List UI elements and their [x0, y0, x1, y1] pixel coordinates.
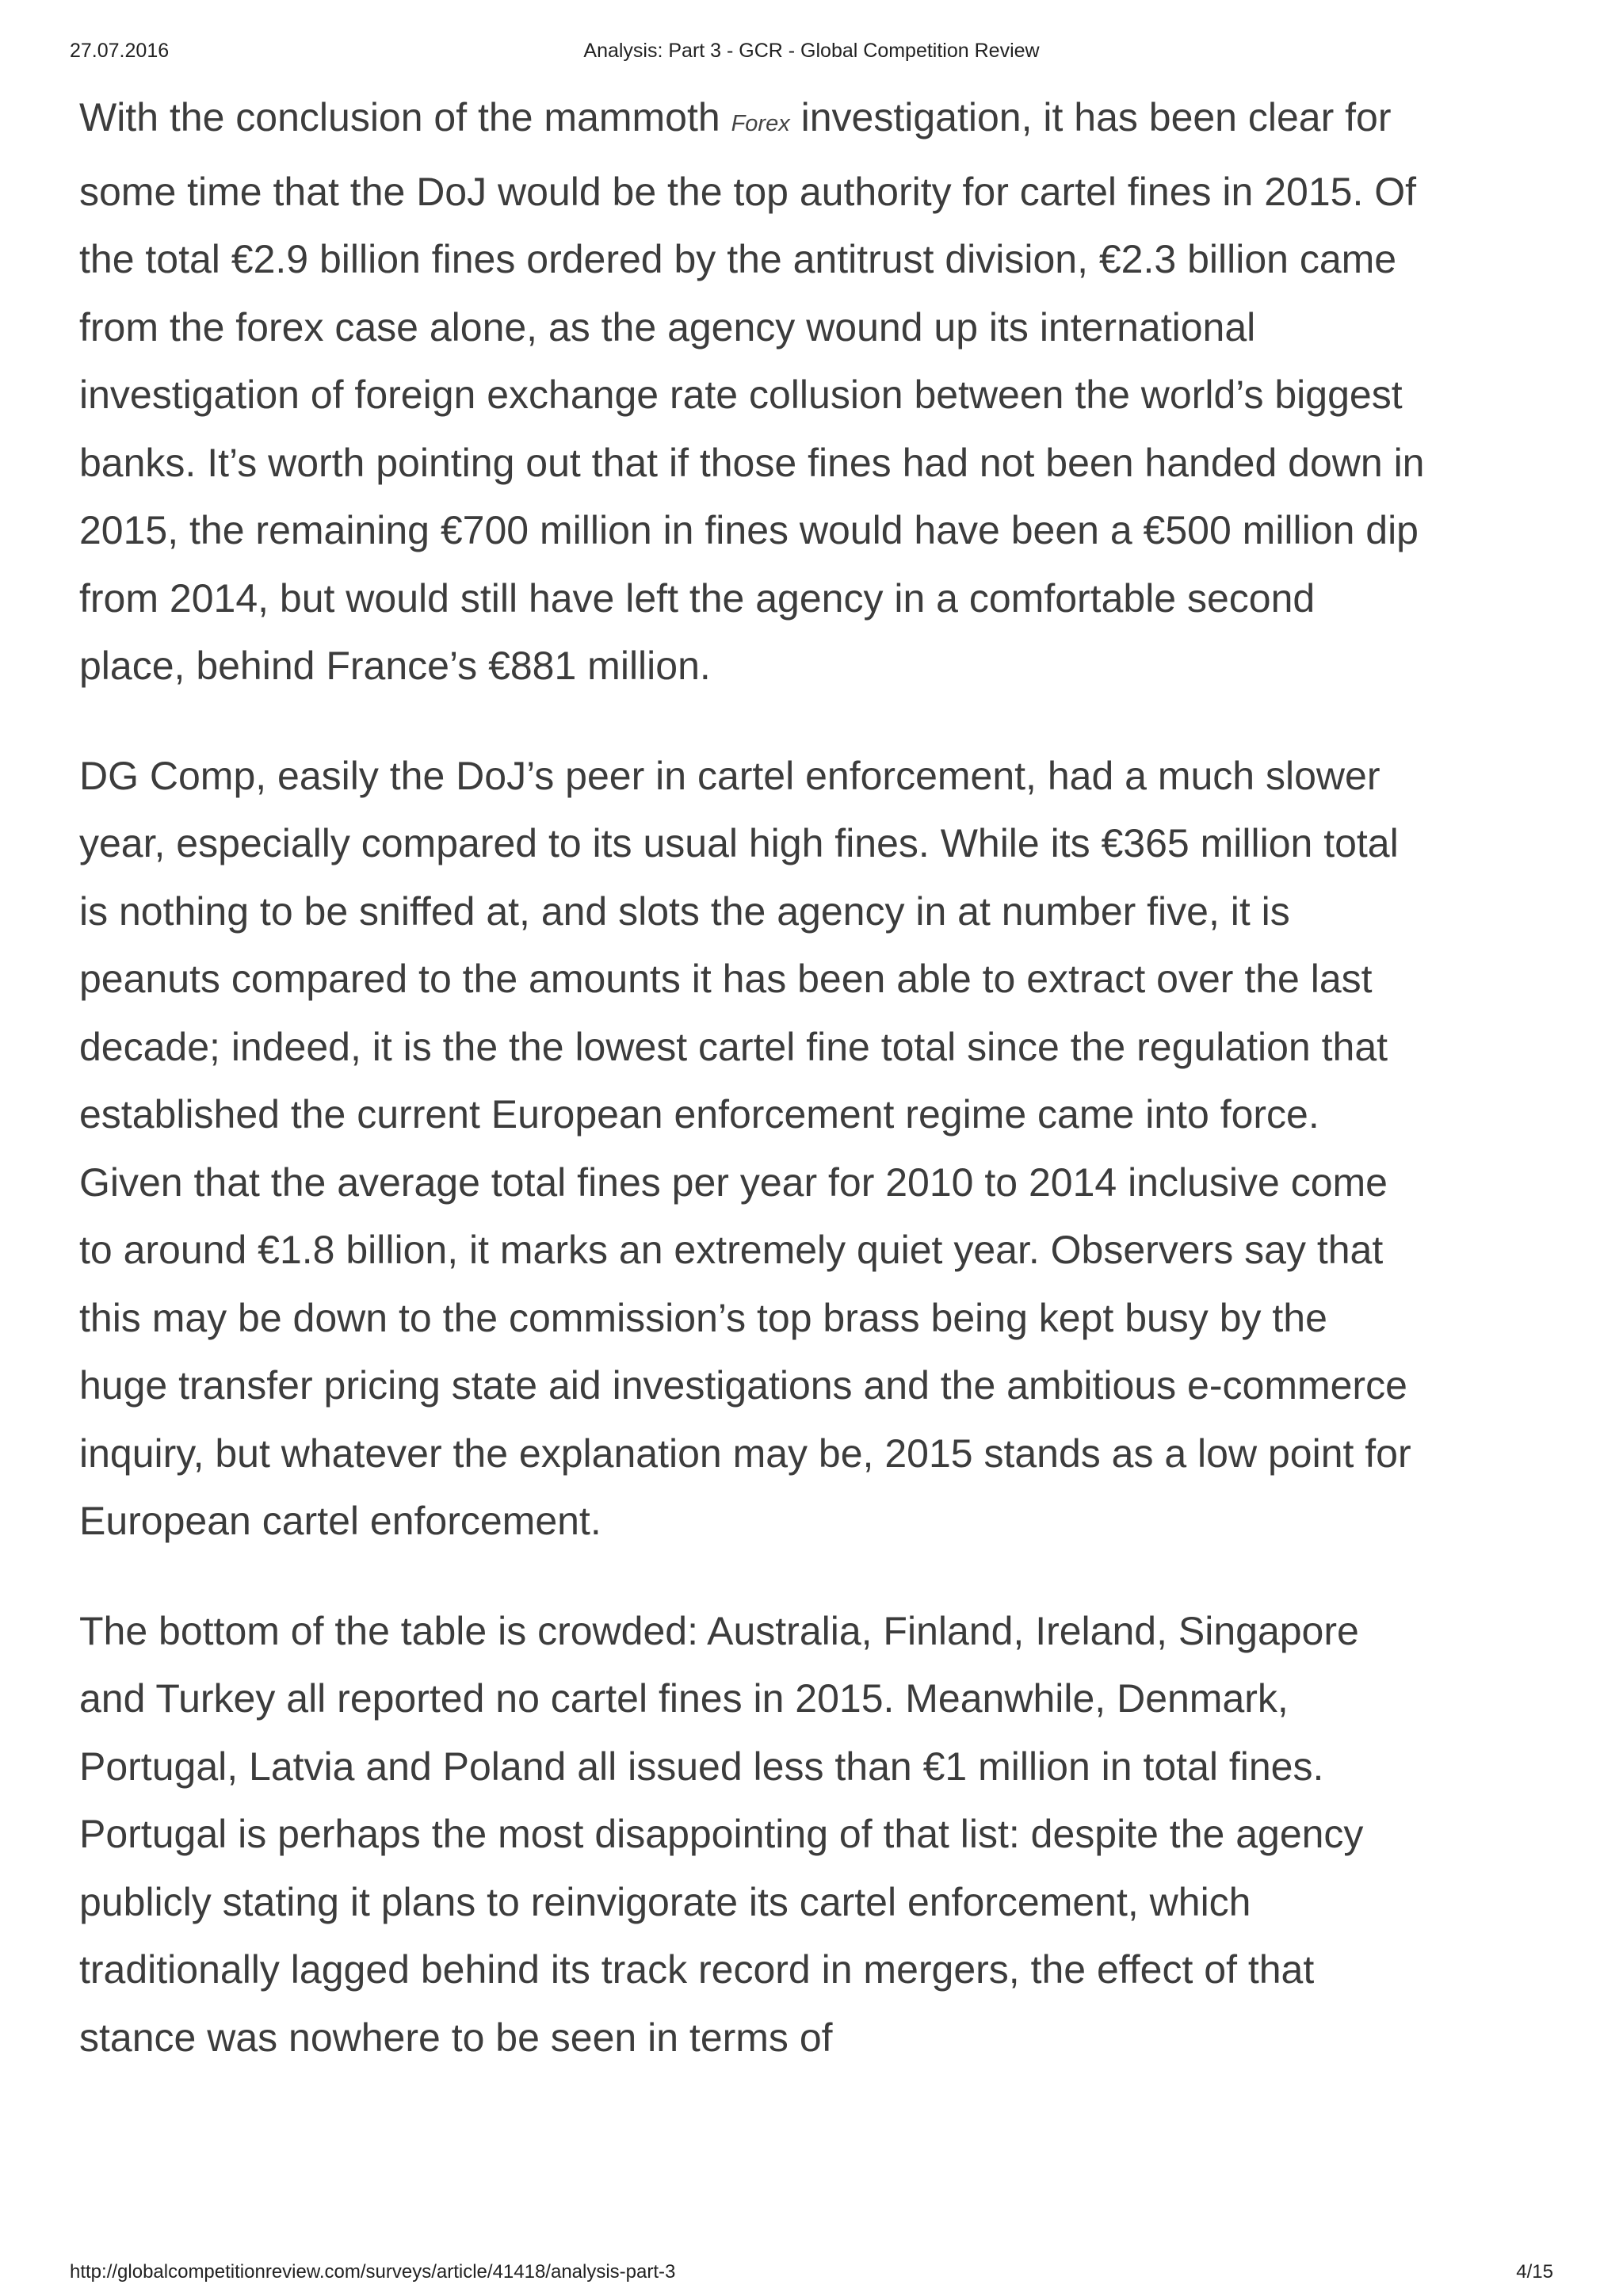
- forex-italic-term: Forex: [731, 111, 790, 136]
- paragraph-bottom-of-table: The bottom of the table is crowded: Australia, Finland, Ireland, Singapore and Turkey all reported no cartel fines in 2015. Meanwhile, Denmark, Portugal, Latvia and Poland all issued less than €1 million in total fines. Portugal is perhaps the most disappointing of that list: despite the agency publicly stating it plans to reinvigorate its cartel enforcement, which traditionally lagged behind its track record in mergers, the effect of that stance was nowhere to be seen in terms of: [79, 1608, 1364, 2060]
- paragraph-doj-forex: [79, 84, 1426, 701]
- print-header: [70, 40, 1553, 68]
- paragraph-text: With the conclusion of the mammoth: [79, 95, 731, 139]
- print-page-title: Analysis: Part 3 - GCR - Global Competition Review: [583, 40, 1040, 62]
- paragraph-dg-comp: DG Comp, easily the DoJ’s peer in cartel enforcement, had a much slower year, especially compared to its usual high fines. While its €365 million total is nothing to be sniffed at, and slots the agency in at number five, it is peanuts compared to the amounts it has been able to extract over the last decade; indeed, it is the the lowest cartel fine total since the regulation that established the current European enforcement regime came into force. Given that the average total fines per year for 2010 to 2014 inclusive come to around €1.8 billion, it marks an extremely quiet year. Observers say that this may be down to the commission’s top brass being kept busy by the huge transfer pricing state aid investigations and the ambitious e-commerce inquiry, but whatever the explanation may be, 2015 stands as a low point for European cartel enforcement.: [79, 753, 1411, 1543]
- article-body: [79, 84, 1426, 2072]
- print-footer: [70, 2261, 1553, 2286]
- print-source-url: http://globalcompetitionreview.com/surveys/article/41418/analysis-part-3: [70, 2261, 676, 2283]
- print-date: 27.07.2016: [70, 40, 170, 62]
- paragraph-text: investigation, it has been clear for some time that the DoJ would be the top authority for cartel fines in 2015. Of the total €2.9 billion fines ordered by the antitrust division, €2.3 billion came from the forex case alone, as the agency wound up its international investigation of foreign exchange rate collusion between the world’s biggest banks. It’s worth pointing out that if those fines had not been handed down in 2015, the remaining €700 million in fines would have been a €500 million dip from 2014, but would still have left the agency in a comfortable second place, behind France’s €881 million.: [79, 95, 1425, 688]
- page-number: 4/15: [1516, 2261, 1553, 2283]
